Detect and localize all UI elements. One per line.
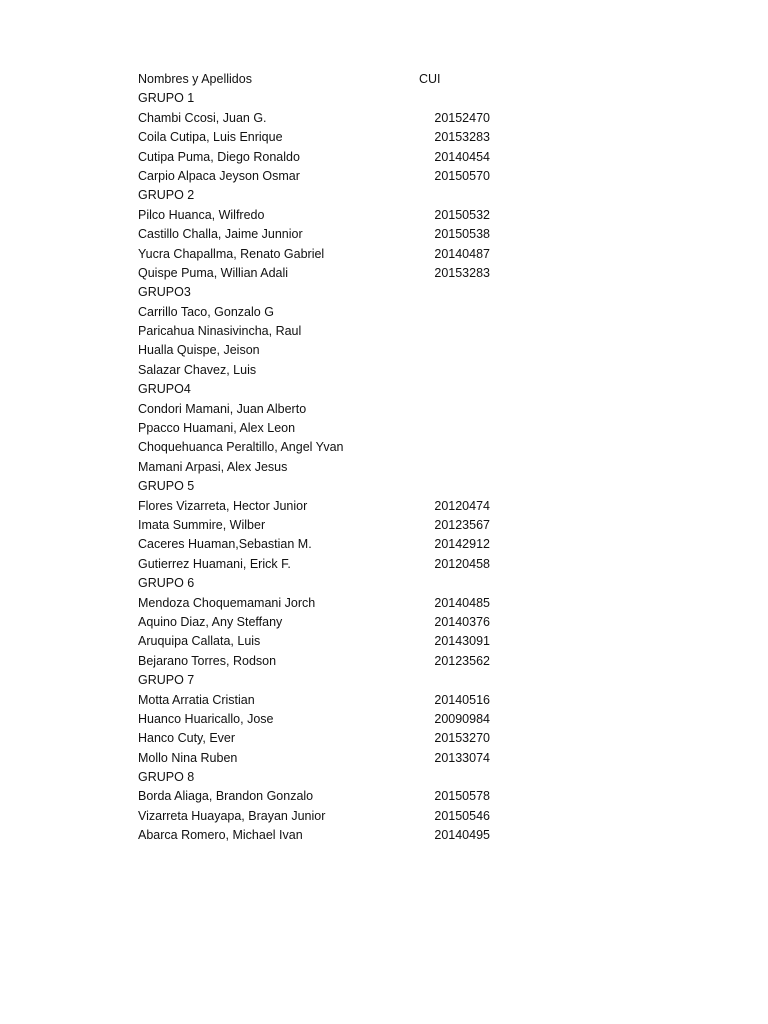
student-name: Imata Summire, Wilber (138, 517, 266, 532)
student-row (138, 148, 518, 167)
student-row (138, 535, 518, 554)
group-heading-row (138, 768, 518, 787)
student-cui: 20140495 (434, 828, 490, 843)
student-row (138, 807, 518, 826)
group-heading-row (138, 477, 518, 496)
student-cui: 20153270 (434, 731, 490, 746)
group-heading: GRUPO4 (138, 382, 191, 397)
student-name: Hanco Cuty, Ever (138, 731, 236, 746)
student-name: Coila Cutipa, Luis Enrique (138, 130, 283, 145)
student-name: Caceres Huaman,Sebastian M. (138, 537, 312, 552)
group-heading-row (138, 186, 518, 205)
group-heading: GRUPO 7 (138, 673, 195, 688)
student-name: Hualla Quispe, Jeison (138, 343, 260, 358)
group-heading: GRUPO 2 (138, 188, 195, 203)
student-name: Castillo Challa, Jaime Junnior (138, 227, 303, 242)
student-name: Chambi Ccosi, Juan G. (138, 110, 267, 125)
student-cui: 20150578 (434, 789, 490, 804)
student-row (138, 632, 518, 651)
student-row (138, 109, 518, 128)
header-row (138, 70, 518, 89)
student-row (138, 361, 518, 380)
student-cui: 20140454 (434, 149, 490, 164)
student-name: Paricahua Ninasivincha, Raul (138, 324, 302, 339)
student-name: Mollo Nina Ruben (138, 750, 238, 765)
cui-column-header: CUI (419, 72, 441, 86)
student-name: Carpio Alpaca Jeyson Osmar (138, 168, 300, 183)
student-name: Choquehuanca Peraltillo, Angel Yvan (138, 440, 344, 455)
student-row (138, 322, 518, 341)
student-cui: 20153283 (434, 265, 490, 280)
student-name: Borda Aliaga, Brandon Gonzalo (138, 789, 314, 804)
student-row (138, 594, 518, 613)
student-name: Abarca Romero, Michael Ivan (138, 828, 303, 843)
student-name: Aruquipa Callata, Luis (138, 634, 261, 649)
student-cui: 20140376 (434, 614, 490, 629)
student-cui: 20133074 (434, 750, 490, 765)
student-row (138, 225, 518, 244)
student-cui: 20152470 (434, 110, 490, 125)
student-row (138, 458, 518, 477)
student-row (138, 729, 518, 748)
student-name: Mendoza Choquemamani Jorch (138, 595, 316, 610)
student-row (138, 206, 518, 225)
student-name: Carrillo Taco, Gonzalo G (138, 304, 274, 319)
group-heading-row (138, 89, 518, 108)
group-heading-row (138, 283, 518, 302)
group-heading-row (138, 671, 518, 690)
student-row (138, 341, 518, 360)
student-cui: 20120458 (434, 556, 490, 571)
student-name: Vizarreta Huayapa, Brayan Junior (138, 808, 326, 823)
student-list-sheet (138, 70, 518, 846)
student-cui: 20150532 (434, 207, 490, 222)
student-name: Aquino Diaz, Any Steffany (138, 614, 283, 629)
student-row (138, 438, 518, 457)
student-row (138, 826, 518, 845)
student-name: Yucra Chapallma, Renato Gabriel (138, 246, 325, 261)
student-row (138, 652, 518, 671)
student-name: Motta Arratia Cristian (138, 692, 255, 707)
student-rows (138, 89, 518, 845)
student-name: Huanco Huaricallo, Jose (138, 711, 274, 726)
student-row (138, 516, 518, 535)
group-heading-row (138, 574, 518, 593)
student-name: Pilco Huanca, Wilfredo (138, 207, 265, 222)
student-cui: 20090984 (434, 711, 490, 726)
group-heading-row (138, 380, 518, 399)
student-row (138, 264, 518, 283)
student-cui: 20123567 (434, 517, 490, 532)
student-cui: 20153283 (434, 130, 490, 145)
student-row (138, 303, 518, 322)
student-name: Flores Vizarreta, Hector Junior (138, 498, 308, 513)
student-name: Bejarano Torres, Rodson (138, 653, 277, 668)
student-row (138, 128, 518, 147)
student-name: Condori Mamani, Juan Alberto (138, 401, 307, 416)
student-name: Mamani Arpasi, Alex Jesus (138, 459, 288, 474)
student-name: Quispe Puma, Willian Adali (138, 265, 289, 280)
student-cui: 20140487 (434, 246, 490, 261)
student-row (138, 691, 518, 710)
student-row (138, 497, 518, 516)
student-row (138, 613, 518, 632)
student-row (138, 245, 518, 264)
student-cui: 20150546 (434, 808, 490, 823)
group-heading: GRUPO 1 (138, 91, 195, 106)
student-cui: 20150538 (434, 227, 490, 242)
student-row (138, 555, 518, 574)
student-name: Ppacco Huamani, Alex Leon (138, 421, 296, 436)
student-cui: 20143091 (434, 634, 490, 649)
group-heading: GRUPO 5 (138, 479, 195, 494)
student-row (138, 167, 518, 186)
name-column-header: Nombres y Apellidos (138, 72, 252, 86)
student-row (138, 419, 518, 438)
student-row (138, 749, 518, 768)
student-name: Salazar Chavez, Luis (138, 362, 257, 377)
student-cui: 20123562 (434, 653, 490, 668)
student-name: Cutipa Puma, Diego Ronaldo (138, 149, 300, 164)
student-name: Gutierrez Huamani, Erick F. (138, 556, 291, 571)
group-heading: GRUPO3 (138, 285, 191, 300)
student-row (138, 787, 518, 806)
student-cui: 20150570 (434, 168, 490, 183)
student-cui: 20140516 (434, 692, 490, 707)
student-cui: 20142912 (434, 537, 490, 552)
student-cui: 20140485 (434, 595, 490, 610)
group-heading: GRUPO 6 (138, 576, 195, 591)
group-heading: GRUPO 8 (138, 770, 195, 785)
student-row (138, 400, 518, 419)
student-cui: 20120474 (434, 498, 490, 513)
student-row (138, 710, 518, 729)
